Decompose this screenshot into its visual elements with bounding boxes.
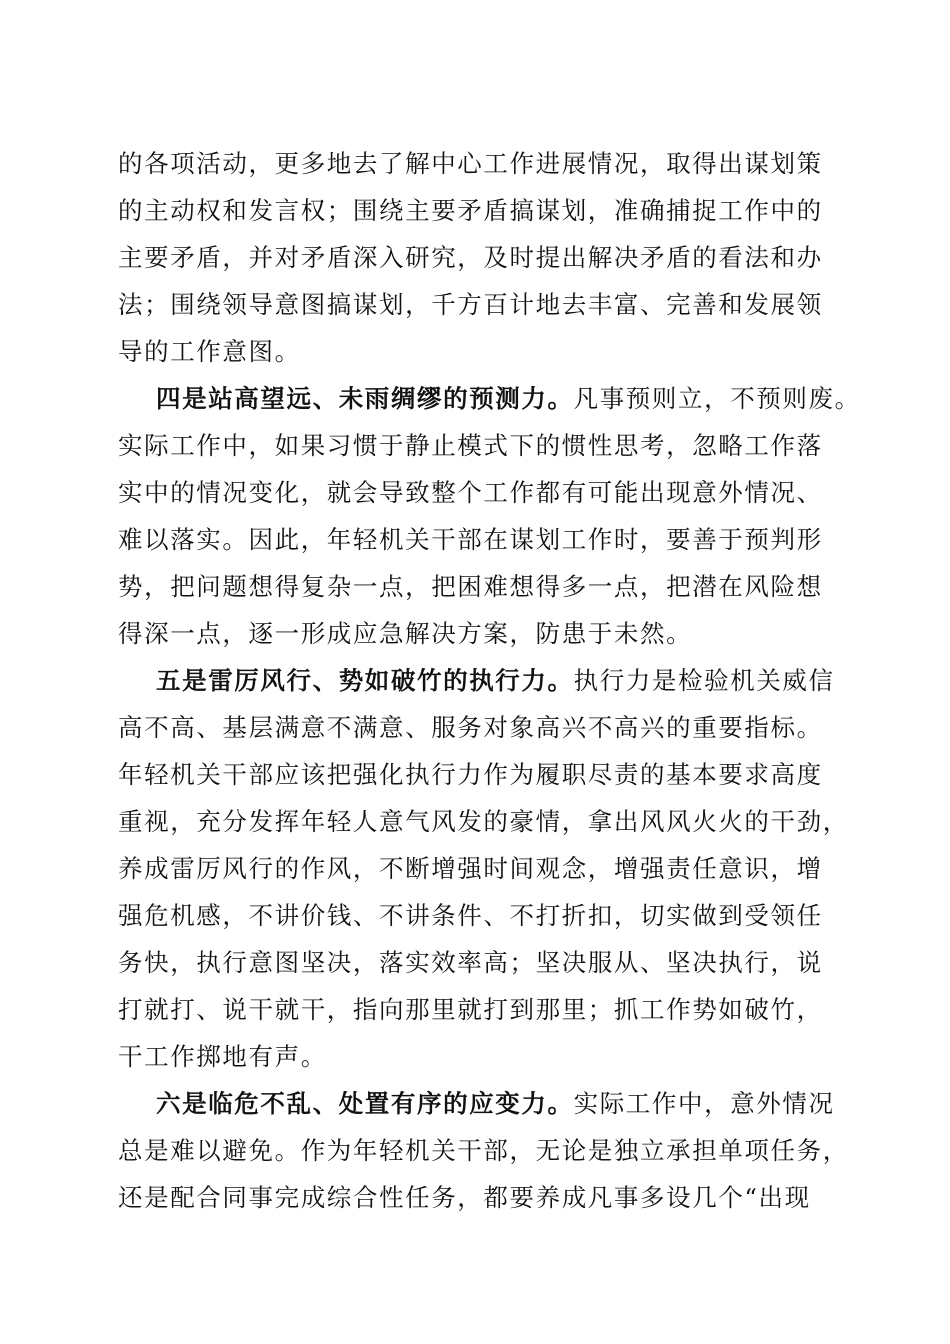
paragraph-first-line xyxy=(118,657,838,704)
text-line: 导的工作意图。 xyxy=(118,337,301,366)
text-line: 高不高、基层满意不满意、服务对象高兴不高兴的重要指标。 xyxy=(118,713,823,742)
text-line: 总是难以避免。作为年轻机关干部，无论是独立承担单项任务， xyxy=(118,1136,849,1165)
text-line: 势，把问题想得复杂一点，把困难想得多一点，把潜在风险想 xyxy=(118,572,823,601)
text-line: 还是配合同事完成综合性任务，都要养成凡事多设几个“出现 xyxy=(118,1183,811,1212)
paragraph-4 xyxy=(118,1080,849,1221)
text-line: 难以落实。因此，年轻机关干部在谋划工作时，要善于预判形 xyxy=(118,525,823,554)
text-line: 实中的情况变化，就会导致整个工作都有可能出现意外情况、 xyxy=(118,478,823,507)
text-line: 养成雷厉风行的作风，不断增强时间观念，增强责任意识，增 xyxy=(118,854,823,883)
paragraph-first-line xyxy=(118,1080,838,1127)
paragraph-heading: 六是临危不乱、处置有序的应变力。 xyxy=(156,1089,574,1118)
document-body xyxy=(118,140,861,1221)
text-line: 主要矛盾，并对矛盾深入研究，及时提出解决矛盾的看法和办 xyxy=(118,243,823,272)
text-line: 务快，执行意图坚决，落实效率高；坚决服从、坚决执行，说 xyxy=(118,948,823,977)
text-line: 实际工作中，如果习惯于静止模式下的惯性思考，忽略工作落 xyxy=(118,431,823,460)
text-line: 的各项活动，更多地去了解中心工作进展情况，取得出谋划策 xyxy=(118,149,823,178)
text-line: 干工作掷地有声。 xyxy=(118,1042,327,1071)
text-line: 的主动权和发言权；围绕主要矛盾搞谋划，准确捕捉工作中的 xyxy=(118,196,823,225)
paragraph-1 xyxy=(118,140,838,375)
paragraph-first-line xyxy=(118,375,861,422)
text-line: 得深一点，逐一形成应急解决方案，防患于未然。 xyxy=(118,619,693,648)
paragraph-heading: 四是站高望远、未雨绸缪的预测力。 xyxy=(156,384,574,413)
text-line: 法；围绕领导意图搞谋划，千方百计地去丰富、完善和发展领 xyxy=(118,290,823,319)
paragraph-3 xyxy=(118,657,849,1080)
text-line: 重视，充分发挥年轻人意气风发的豪情，拿出风风火火的干劲， xyxy=(118,807,849,836)
paragraph-lead-text: 实际工作中，意外情况 xyxy=(573,1089,835,1118)
text-line: 年轻机关干部应该把强化执行力作为履职尽责的基本要求高度 xyxy=(118,760,823,789)
paragraph-heading: 五是雷厉风行、势如破竹的执行力。 xyxy=(156,666,574,695)
paragraph-2 xyxy=(118,375,861,657)
paragraph-lead-text: 执行力是检验机关威信 xyxy=(573,666,835,695)
text-line: 强危机感，不讲价钱、不讲条件、不打折扣，切实做到受领任 xyxy=(118,901,823,930)
paragraph-lead-text: 凡事预则立，不预则废。 xyxy=(573,384,861,413)
text-line: 打就打、说干就干，指向那里就打到那里；抓工作势如破竹， xyxy=(118,995,823,1024)
